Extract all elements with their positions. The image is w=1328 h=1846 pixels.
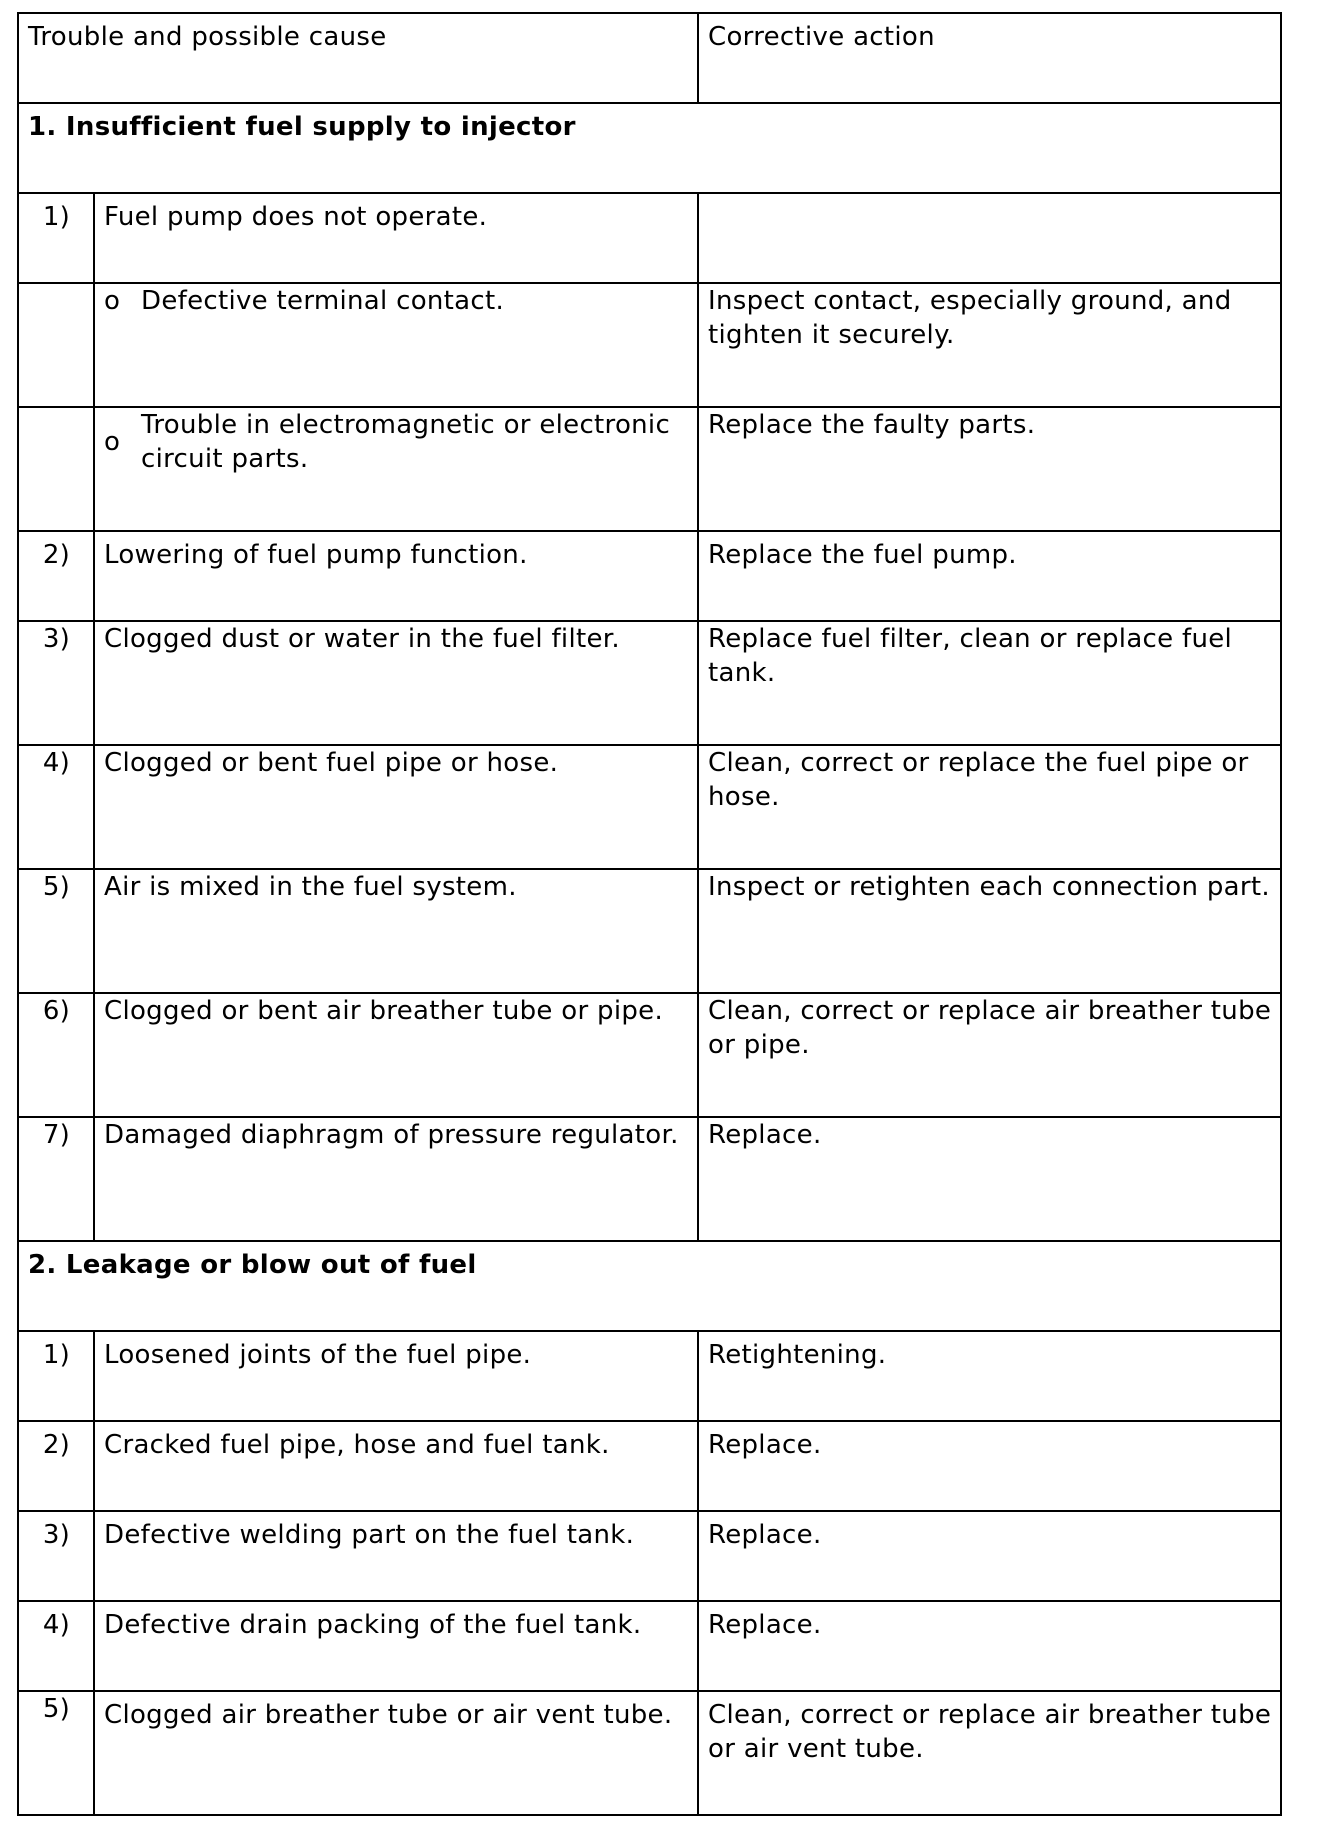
- item-number-cell: [18, 745, 94, 869]
- action-text: Replace fuel filter, clean or replace fuel tank.: [708, 624, 1233, 688]
- cause-cell: [94, 1691, 698, 1815]
- action-cell: [698, 993, 1281, 1117]
- action-text: Clean, correct or replace air breather tube or air vent tube.: [708, 1700, 1272, 1764]
- cause-cell: [94, 1117, 698, 1241]
- cause-text: Defective welding part on the fuel tank.: [104, 1520, 635, 1550]
- table-row: [18, 745, 1281, 869]
- action-cell: [698, 1117, 1281, 1241]
- cause-text: Loosened joints of the fuel pipe.: [104, 1340, 532, 1370]
- action-cell: [698, 1601, 1281, 1691]
- cause-cell: [94, 993, 698, 1117]
- item-number: 4): [42, 1610, 71, 1640]
- action-text: Replace.: [708, 1430, 822, 1460]
- section-title: 1. Insufficient fuel supply to injector: [28, 112, 576, 142]
- action-text: Inspect contact, especially ground, and tighten it securely.: [708, 286, 1232, 350]
- action-text: Inspect or retighten each connection part.: [708, 872, 1270, 902]
- table-row: [18, 1601, 1281, 1691]
- action-text: Replace.: [708, 1610, 822, 1640]
- action-cell: [698, 283, 1281, 407]
- item-number-cell: [18, 193, 94, 283]
- item-number-cell: [18, 621, 94, 745]
- action-cell: [698, 1691, 1281, 1815]
- item-number: 2): [42, 1430, 71, 1460]
- table-row: [18, 283, 1281, 407]
- item-number-cell: [18, 993, 94, 1117]
- item-number: [19, 284, 93, 290]
- table-row: [18, 993, 1281, 1117]
- action-cell: [698, 1331, 1281, 1421]
- item-number: 1): [42, 1340, 71, 1370]
- action-text: [699, 194, 1280, 200]
- cause-text: Clogged or bent fuel pipe or hose.: [104, 748, 559, 778]
- bullet-item: [95, 284, 697, 318]
- action-text: Replace.: [708, 1520, 822, 1550]
- action-text: Retightening.: [708, 1340, 887, 1370]
- cause-cell: [94, 1511, 698, 1601]
- header-cause-cell: [18, 13, 698, 103]
- item-number: 3): [42, 1520, 71, 1550]
- action-cell: [698, 1421, 1281, 1511]
- action-cell: [698, 531, 1281, 621]
- action-cell: [698, 869, 1281, 993]
- item-number: 2): [42, 540, 71, 570]
- item-number: 5): [42, 1694, 71, 1724]
- action-cell: [698, 407, 1281, 531]
- item-number-cell: [18, 1331, 94, 1421]
- action-text: Replace.: [708, 1120, 822, 1150]
- table-row: [18, 1511, 1281, 1601]
- action-text: Clean, correct or replace the fuel pipe or hose.: [708, 748, 1249, 812]
- item-number: 5): [42, 872, 71, 902]
- cause-cell: [94, 621, 698, 745]
- item-number: 3): [42, 624, 71, 654]
- header-action-label: Corrective action: [708, 22, 935, 52]
- cause-cell: [94, 193, 698, 283]
- table-row: [18, 1117, 1281, 1241]
- item-number: 6): [42, 996, 71, 1026]
- item-number-cell: [18, 283, 94, 407]
- bullet-marker: o: [104, 427, 121, 457]
- table-row: [18, 1331, 1281, 1421]
- cause-cell: [94, 869, 698, 993]
- cause-text: Defective terminal contact.: [141, 286, 505, 316]
- item-number-cell: [18, 407, 94, 531]
- cause-cell: [94, 1421, 698, 1511]
- cause-text: Air is mixed in the fuel system.: [104, 872, 517, 902]
- item-number-cell: [18, 869, 94, 993]
- item-number-cell: [18, 1601, 94, 1691]
- table-row: [18, 531, 1281, 621]
- cause-cell: [94, 531, 698, 621]
- action-text: Replace the faulty parts.: [708, 410, 1036, 440]
- bullet-marker: o: [104, 286, 121, 316]
- cause-text: Clogged dust or water in the fuel filter.: [104, 624, 620, 654]
- item-number-cell: [18, 1691, 94, 1815]
- cause-text: Clogged air breather tube or air vent tube.: [104, 1700, 673, 1730]
- section-heading-cell: [18, 103, 1281, 193]
- cause-text: Damaged diaphragm of pressure regulator.: [104, 1120, 679, 1150]
- action-cell: [698, 193, 1281, 283]
- cause-cell: [94, 407, 698, 531]
- cause-text: Cracked fuel pipe, hose and fuel tank.: [104, 1430, 610, 1460]
- action-text: Replace the fuel pump.: [708, 540, 1017, 570]
- action-cell: [698, 745, 1281, 869]
- section-title: 2. Leakage or blow out of fuel: [28, 1250, 477, 1280]
- cause-text: Trouble in electromagnetic or electronic circuit parts.: [141, 410, 671, 474]
- item-number-cell: [18, 531, 94, 621]
- cause-text: Clogged or bent air breather tube or pipe.: [104, 996, 664, 1026]
- cause-cell: [94, 1331, 698, 1421]
- cause-cell: [94, 745, 698, 869]
- table-row: [18, 407, 1281, 531]
- cause-cell: [94, 283, 698, 407]
- cause-text: Fuel pump does not operate.: [104, 202, 488, 232]
- header-cause-label: Trouble and possible cause: [28, 22, 387, 52]
- action-cell: [698, 621, 1281, 745]
- bullet-item: [95, 408, 697, 476]
- table-row: [18, 193, 1281, 283]
- section-heading-row: [18, 103, 1281, 193]
- cause-text: Defective drain packing of the fuel tank.: [104, 1610, 642, 1640]
- table-row: [18, 1421, 1281, 1511]
- table-row: [18, 869, 1281, 993]
- cause-cell: [94, 1601, 698, 1691]
- troubleshooting-table: [17, 12, 1282, 1816]
- item-number: 7): [42, 1120, 71, 1150]
- cause-text: Lowering of fuel pump function.: [104, 540, 528, 570]
- table-row: [18, 621, 1281, 745]
- item-number-cell: [18, 1511, 94, 1601]
- item-number-cell: [18, 1117, 94, 1241]
- action-cell: [698, 1511, 1281, 1601]
- item-number: 4): [42, 748, 71, 778]
- header-action-cell: [698, 13, 1281, 103]
- item-number: [19, 408, 93, 414]
- table-header-row: [18, 13, 1281, 103]
- item-number: 1): [42, 202, 71, 232]
- item-number-cell: [18, 1421, 94, 1511]
- section-heading-row: [18, 1241, 1281, 1331]
- section-heading-cell: [18, 1241, 1281, 1331]
- table-row: [18, 1691, 1281, 1815]
- action-text: Clean, correct or replace air breather tube or pipe.: [708, 996, 1272, 1060]
